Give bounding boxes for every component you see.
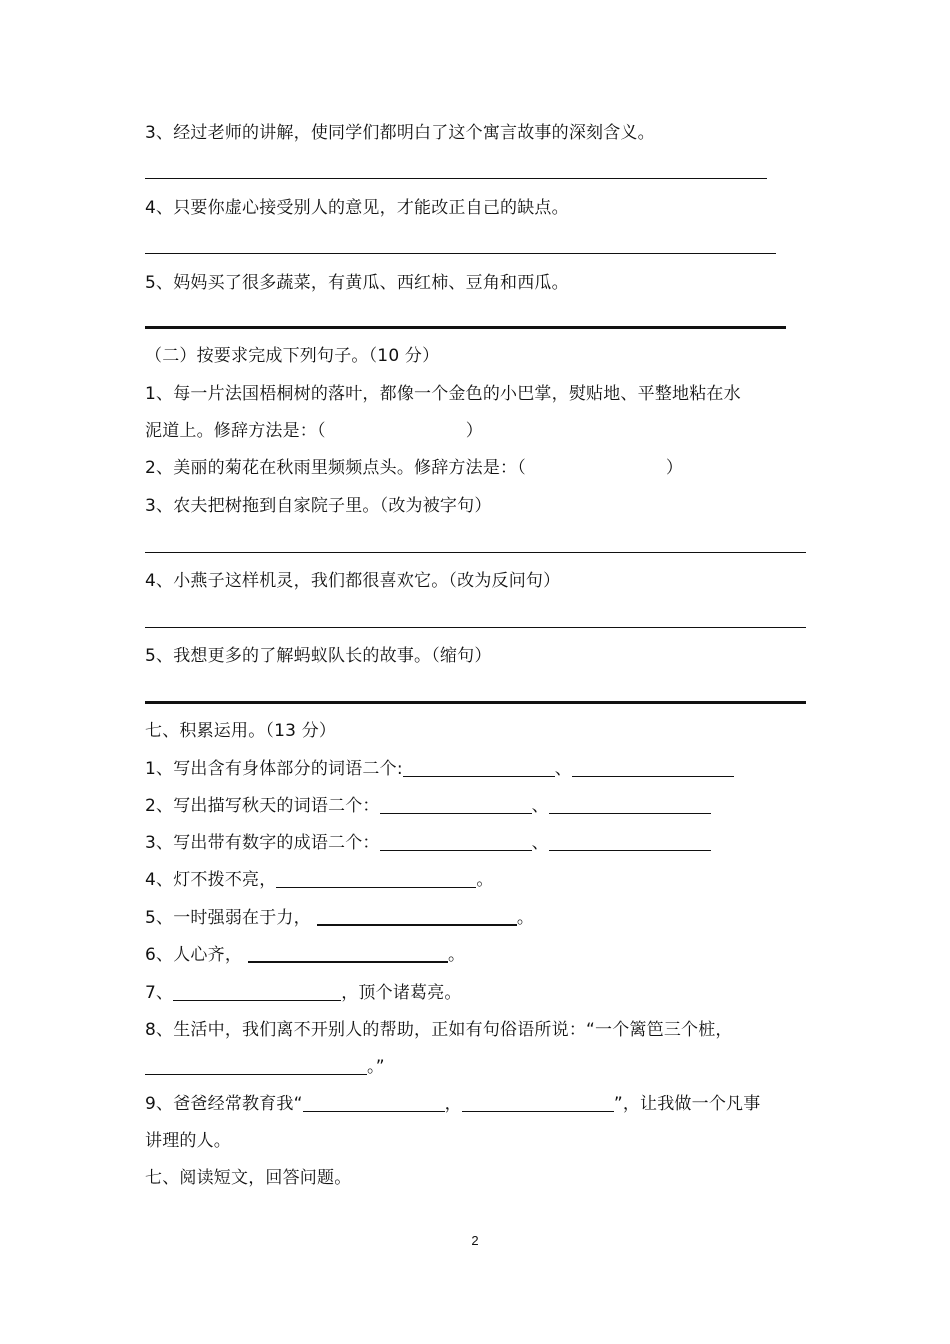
s3-item-5-prompt: 5、一时强弱在于力， [145, 908, 311, 928]
s2-item-1-line-2 [145, 420, 483, 442]
answer-line-3[interactable] [145, 178, 767, 179]
page-number: 2 [471, 1233, 479, 1248]
proverb-blank-8[interactable] [145, 1058, 367, 1075]
proverb-blank-4[interactable] [276, 871, 476, 888]
period: 。 [448, 945, 466, 965]
s3-item-4 [145, 869, 494, 891]
autumn-word-blank-1[interactable] [380, 797, 532, 814]
s3-item-7-prefix: 7、 [145, 983, 174, 1003]
proverb-blank-5[interactable] [317, 908, 517, 926]
s3-item-7-suffix: ，顶个诸葛亮。 [341, 983, 462, 1003]
reading-section-heading: 七、阅读短文，回答问题。 [145, 1168, 352, 1188]
item-3-sentence: 3、经过老师的讲解，使同学们都明白了这个寓言故事的深刻含义。 [145, 123, 655, 143]
item-5-sentence: 5、妈妈买了很多蔬菜，有黄瓜、西红柿、豆角和西瓜。 [145, 273, 569, 293]
saying-blank-9a[interactable] [303, 1095, 445, 1112]
s2-item-1-line-1: 1、每一片法国梧桐树的落叶，都像一个金色的小巴掌，熨贴地、平整地粘在水 [145, 384, 741, 404]
s3-item-3 [145, 832, 711, 854]
separator: 、 [531, 833, 549, 853]
s2-item-2-prompt: 2、美丽的菊花在秋雨里频频点头。修辞方法是：（ [145, 458, 526, 478]
proverb-blank-7[interactable] [173, 984, 341, 1001]
s3-item-8-line-1: 8、生活中，我们离不开别人的帮助，正如有句俗语所说：“一个篱笆三个桩， [145, 1020, 733, 1040]
s3-item-6 [145, 944, 465, 966]
s2-answer-line-5[interactable] [145, 701, 806, 704]
s2-answer-line-3[interactable] [145, 552, 806, 553]
s2-item-1-prompt: 泥道上。修辞方法是：（ [145, 421, 326, 441]
number-idiom-blank-2[interactable] [549, 834, 711, 851]
body-word-blank-1[interactable] [403, 760, 555, 777]
period: 。 [476, 870, 494, 890]
s3-item-9-suffix: ”，让我做一个凡事 [613, 1094, 761, 1114]
body-word-blank-2[interactable] [572, 760, 734, 777]
s2-answer-line-4[interactable] [145, 627, 806, 628]
s3-item-9-line-2: 讲理的人。 [145, 1131, 231, 1151]
s3-item-3-prompt: 3、写出带有数字的成语二个： [145, 833, 380, 853]
s2-item-2 [145, 457, 683, 479]
s3-item-2 [145, 795, 711, 817]
separator: 、 [531, 796, 549, 816]
proverb-blank-6[interactable] [248, 945, 448, 963]
s3-item-9-prefix: 9、爸爸经常教育我“ [145, 1094, 303, 1114]
s3-item-8-line-2 [145, 1056, 385, 1078]
item-4-sentence: 4、只要你虚心接受别人的意见，才能改正自己的缺点。 [145, 198, 569, 218]
s2-item-1-close: ） [465, 421, 483, 441]
s3-item-9-line-1 [145, 1093, 760, 1115]
s3-item-1-prompt: 1、写出含有身体部分的词语二个: [145, 759, 403, 779]
s2-item-2-close: ） [665, 458, 684, 478]
number-idiom-blank-1[interactable] [380, 834, 532, 851]
separator: 、 [554, 759, 572, 779]
s3-item-8-end: 。” [367, 1057, 385, 1077]
s3-item-1 [145, 758, 734, 780]
s3-item-9-mid: ， [444, 1094, 462, 1114]
s3-item-4-prompt: 4、灯不拨不亮， [145, 870, 277, 890]
s2-item-3: 3、农夫把树拖到自家院子里。（改为被字句） [145, 496, 492, 516]
answer-line-4[interactable] [145, 253, 776, 254]
s2-item-5: 5、我想更多的了解蚂蚁队长的故事。（缩句） [145, 646, 492, 666]
s2-item-4: 4、小燕子这样机灵，我们都很喜欢它。（改为反问句） [145, 571, 561, 591]
section-2-heading: （二）按要求完成下列句子。（10 分） [145, 346, 440, 366]
period: 。 [516, 908, 535, 928]
s3-item-6-prompt: 6、人心齐， [145, 945, 243, 965]
autumn-word-blank-2[interactable] [549, 797, 711, 814]
section-7-heading: 七、积累运用。（13 分） [145, 721, 337, 741]
s3-item-2-prompt: 2、写出描写秋天的词语二个： [145, 796, 380, 816]
answer-line-5[interactable] [145, 326, 786, 329]
s3-item-5 [145, 907, 534, 929]
saying-blank-9b[interactable] [462, 1095, 614, 1112]
s3-item-7 [145, 982, 462, 1004]
